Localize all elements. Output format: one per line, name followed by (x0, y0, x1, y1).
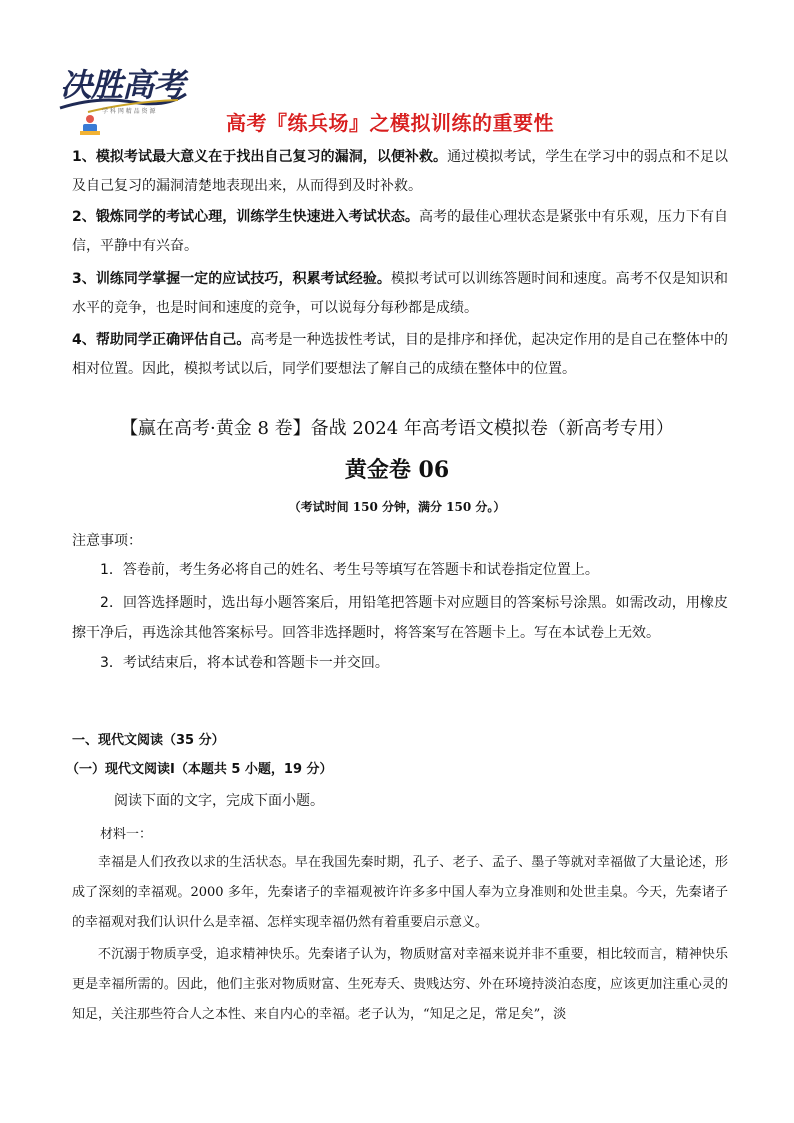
logo-text: 决胜高考 (60, 66, 185, 104)
importance-item-1 (72, 143, 728, 200)
body-paragraph-2: 不沉溺于物质享受，追求精神快乐。先秦诸子认为，物质财富对幸福来说并非不重要，相比较而言，精神快乐更是幸福所需的。因此，他们主张对物质财富、生死寿夭、贵贱达穷、外在环境持淡泊态度，应该更加注重心灵的知足，关注那些符合人之本性、来自内心的幸福。老子认为，“知足之足，常足矣”，淡 (72, 947, 728, 1022)
importance-item-3-text: 模拟考试可以训练答题时间和速度。高考不仅是知识和水平的竞争，也是时间和速度的竞争，可以说每分每秒都是成绩。 (72, 271, 728, 316)
importance-item-3 (72, 265, 728, 322)
notice-item-2: 2．回答选择题时，选出每小题答案后，用铅笔把答题卡对应题目的答案标号涂黑。如需改动，用橡皮擦干净后，再选涂其他答案标号。回答非选择题时，将答案写在答题卡上。写在本试卷上无效。 (72, 595, 728, 641)
logo-subtext: 学 科 网 精 品 资 源 (102, 108, 156, 115)
notice-item-1: 1．答卷前，考生务必将自己的姓名、考生号等填写在答题卡和试卷指定位置上。 (100, 562, 599, 578)
importance-item-1-bold: 1、模拟考试最大意义在于找出自己复习的漏洞，以便补救。 (72, 149, 448, 165)
importance-item-4 (72, 326, 728, 383)
paper-title: 黄金卷 06 (344, 457, 450, 483)
notice-item-3: 3．考试结束后，将本试卷和答题卡一并交回。 (100, 655, 389, 671)
importance-item-3-bold: 3、训练同学掌握一定的应试技巧，积累考试经验。 (72, 271, 391, 287)
importance-item-2 (72, 203, 728, 260)
banner-title: 高考『练兵场』之模拟训练的重要性 (226, 111, 554, 135)
importance-item-2-bold: 2、锻炼同学的考试心理，训练学生快速进入考试状态。 (72, 209, 419, 225)
reading-instruction: 阅读下面的文字，完成下面小题。 (114, 793, 324, 809)
body-paragraph-1: 幸福是人们孜孜以求的生活状态。早在我国先秦时期，孔子、老子、孟子、墨子等就对幸福做了大量论述，形成了深刻的幸福观。2000 多年，先秦诸子的幸福观被许许多多中国人奉为立身准则和处世圭臬。今天，先秦诸子的幸福观对我们认识什么是幸福、怎样实现幸福仍然有着重要启示意义。 (72, 855, 728, 930)
exam-header: 【赢在高考·黄金 8 卷】备战 2024 年高考语文模拟卷（新高考专用） (120, 418, 674, 439)
importance-item-4-text: 高考是一种选拔性考试，目的是排序和择优，起决定作用的是自己在整体中的相对位置。因此，模拟考试以后，同学们要想法了解自己的成绩在整体中的位置。 (72, 332, 729, 377)
importance-item-1-text: 通过模拟考试，学生在学习中的弱点和不足以及自己复习的漏洞清楚地表现出来，从而得到及时补救。 (72, 149, 728, 194)
importance-item-4-bold: 4、帮助同学正确评估自己。 (72, 332, 251, 348)
importance-item-2-text: 高考的最佳心理状态是紧张中有乐观，压力下有自信，平静中有兴奋。 (72, 209, 728, 254)
section-heading: 一、现代文阅读（35 分） (72, 733, 225, 748)
paper-subtitle: （考试时间 150 分钟，满分 150 分。） (288, 500, 506, 514)
section-subheading: （一）现代文阅读Ⅰ（本题共 5 小题，19 分） (66, 762, 333, 777)
student-figure-icon (78, 114, 102, 136)
notice-label: 注意事项： (72, 533, 142, 549)
logo (58, 58, 186, 142)
material-label: 材料一： (100, 827, 153, 842)
